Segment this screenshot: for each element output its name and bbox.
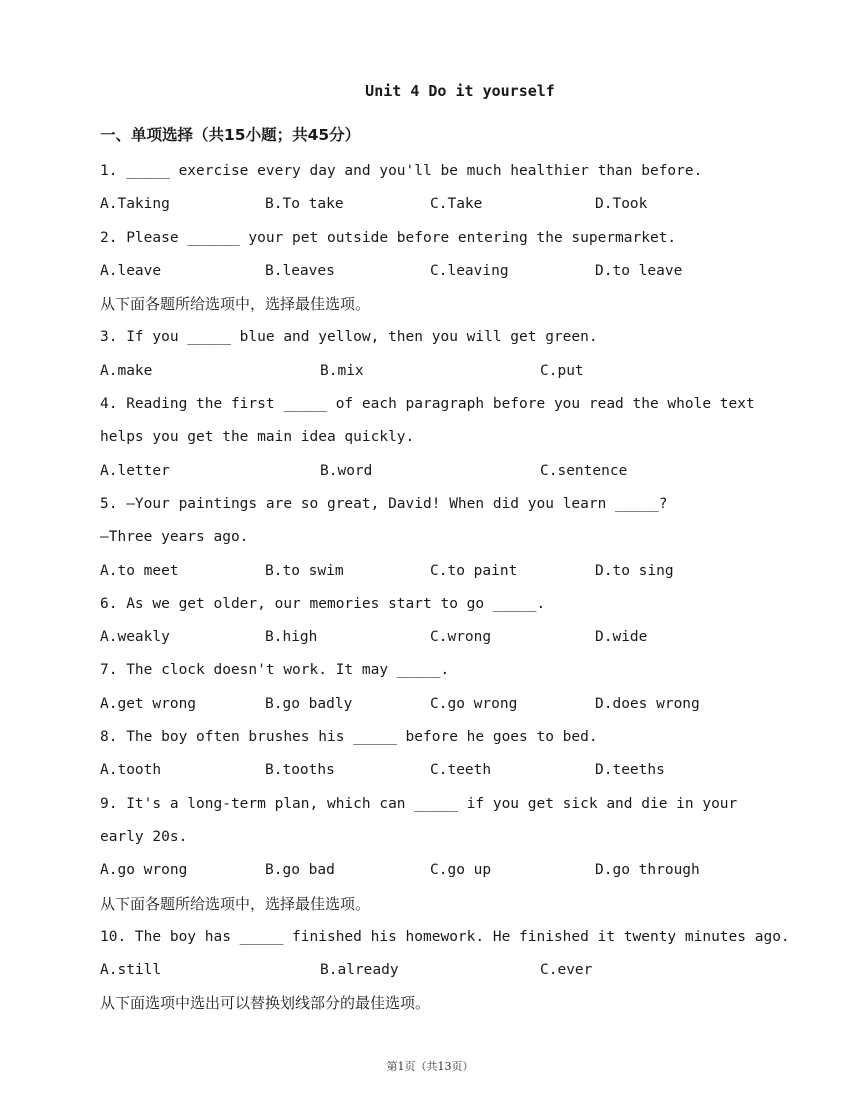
option-b: B.mix [320, 362, 364, 379]
question-stem: 8. The boy often brushes his _____ before he goes to bed. [100, 729, 598, 746]
option-c: C.go wrong [430, 695, 518, 712]
document-content [100, 122, 790, 1021]
option-b: B.To take [265, 196, 344, 213]
options-row [100, 455, 780, 488]
question-stem: 7. The clock doesn't work. It may _____. [100, 662, 450, 679]
options-row [100, 688, 780, 721]
options-row [100, 188, 780, 221]
option-a: A.make [100, 362, 153, 379]
option-a: A.Taking [100, 196, 170, 213]
question-stem: 5. —Your paintings are so great, David! When did you learn _____? [100, 495, 668, 512]
question-5 [100, 488, 780, 588]
question-3 [100, 321, 780, 388]
options-row [100, 621, 780, 654]
option-a: A.still [100, 962, 162, 979]
options-row [100, 954, 780, 987]
question-10 [100, 921, 790, 988]
options-row [100, 355, 780, 388]
question-stem: 9. It's a long-term plan, which can _____ if you get sick and die in your [100, 795, 738, 812]
option-c: C.go up [430, 862, 492, 879]
options-row [100, 854, 780, 887]
question-stem-continued: early 20s. [100, 828, 188, 845]
options-row [100, 555, 780, 588]
question-1 [100, 155, 780, 222]
option-b: B.tooths [265, 762, 335, 779]
question-2 [100, 222, 780, 289]
options-row [100, 255, 780, 288]
section-heading: 一、单项选择（共15小题；共45分） [100, 126, 361, 144]
option-a: A.tooth [100, 762, 162, 779]
question-stem-continued: helps you get the main idea quickly. [100, 429, 415, 446]
option-a: A.letter [100, 462, 170, 479]
option-d: D.go through [595, 862, 700, 879]
option-c: C.Take [430, 196, 483, 213]
option-b: B.already [320, 962, 399, 979]
option-b: B.go badly [265, 695, 353, 712]
instruction-text: 从下面选项中选出可以替换划线部分的最佳选项。 [100, 994, 431, 1013]
option-b: B.high [265, 629, 318, 646]
question-stem: 6. As we get older, our memories start to go _____. [100, 595, 546, 612]
question-stem: 3. If you _____ blue and yellow, then you will get green. [100, 329, 598, 346]
document-title: Unit 4 Do it yourself [365, 82, 555, 100]
option-d: D.to leave [595, 262, 683, 279]
page-footer: 第1页（共13页） [386, 1060, 474, 1073]
question-stem-continued: —Three years ago. [100, 529, 249, 546]
question-9 [100, 788, 780, 888]
instruction-text: 从下面各题所给选项中，选择最佳选项。 [100, 295, 371, 314]
option-d: D.wide [595, 629, 648, 646]
option-d: D.to sing [595, 562, 674, 579]
question-stem: 10. The boy has _____ finished his homework. He finished it twenty minutes ago. [100, 928, 790, 945]
option-b: B.to swim [265, 562, 344, 579]
option-b: B.word [320, 462, 373, 479]
option-c: C.wrong [430, 629, 492, 646]
question-stem: 4. Reading the first _____ of each paragraph before you read the whole text [100, 396, 755, 413]
options-row [100, 754, 780, 787]
option-a: A.get wrong [100, 695, 197, 712]
option-d: D.does wrong [595, 695, 700, 712]
option-a: A.leave [100, 262, 162, 279]
option-a: A.to meet [100, 562, 179, 579]
option-c: C.to paint [430, 562, 518, 579]
question-4 [100, 388, 780, 488]
option-c: C.ever [540, 962, 593, 979]
option-b: B.leaves [265, 262, 335, 279]
option-c: C.teeth [430, 762, 492, 779]
option-b: B.go bad [265, 862, 335, 879]
question-stem: 1. _____ exercise every day and you'll be much healthier than before. [100, 163, 703, 179]
question-7 [100, 654, 780, 721]
question-8 [100, 721, 780, 788]
option-d: D.Took [595, 196, 648, 213]
option-c: C.sentence [540, 462, 628, 479]
option-d: D.teeths [595, 762, 665, 779]
option-a: A.go wrong [100, 862, 188, 879]
option-a: A.weakly [100, 629, 170, 646]
question-6 [100, 588, 780, 655]
option-c: C.leaving [430, 262, 509, 279]
question-stem: 2. Please ______ your pet outside before entering the supermarket. [100, 229, 677, 246]
instruction-text: 从下面各题所给选项中，选择最佳选项。 [100, 894, 371, 913]
option-c: C.put [540, 362, 584, 379]
